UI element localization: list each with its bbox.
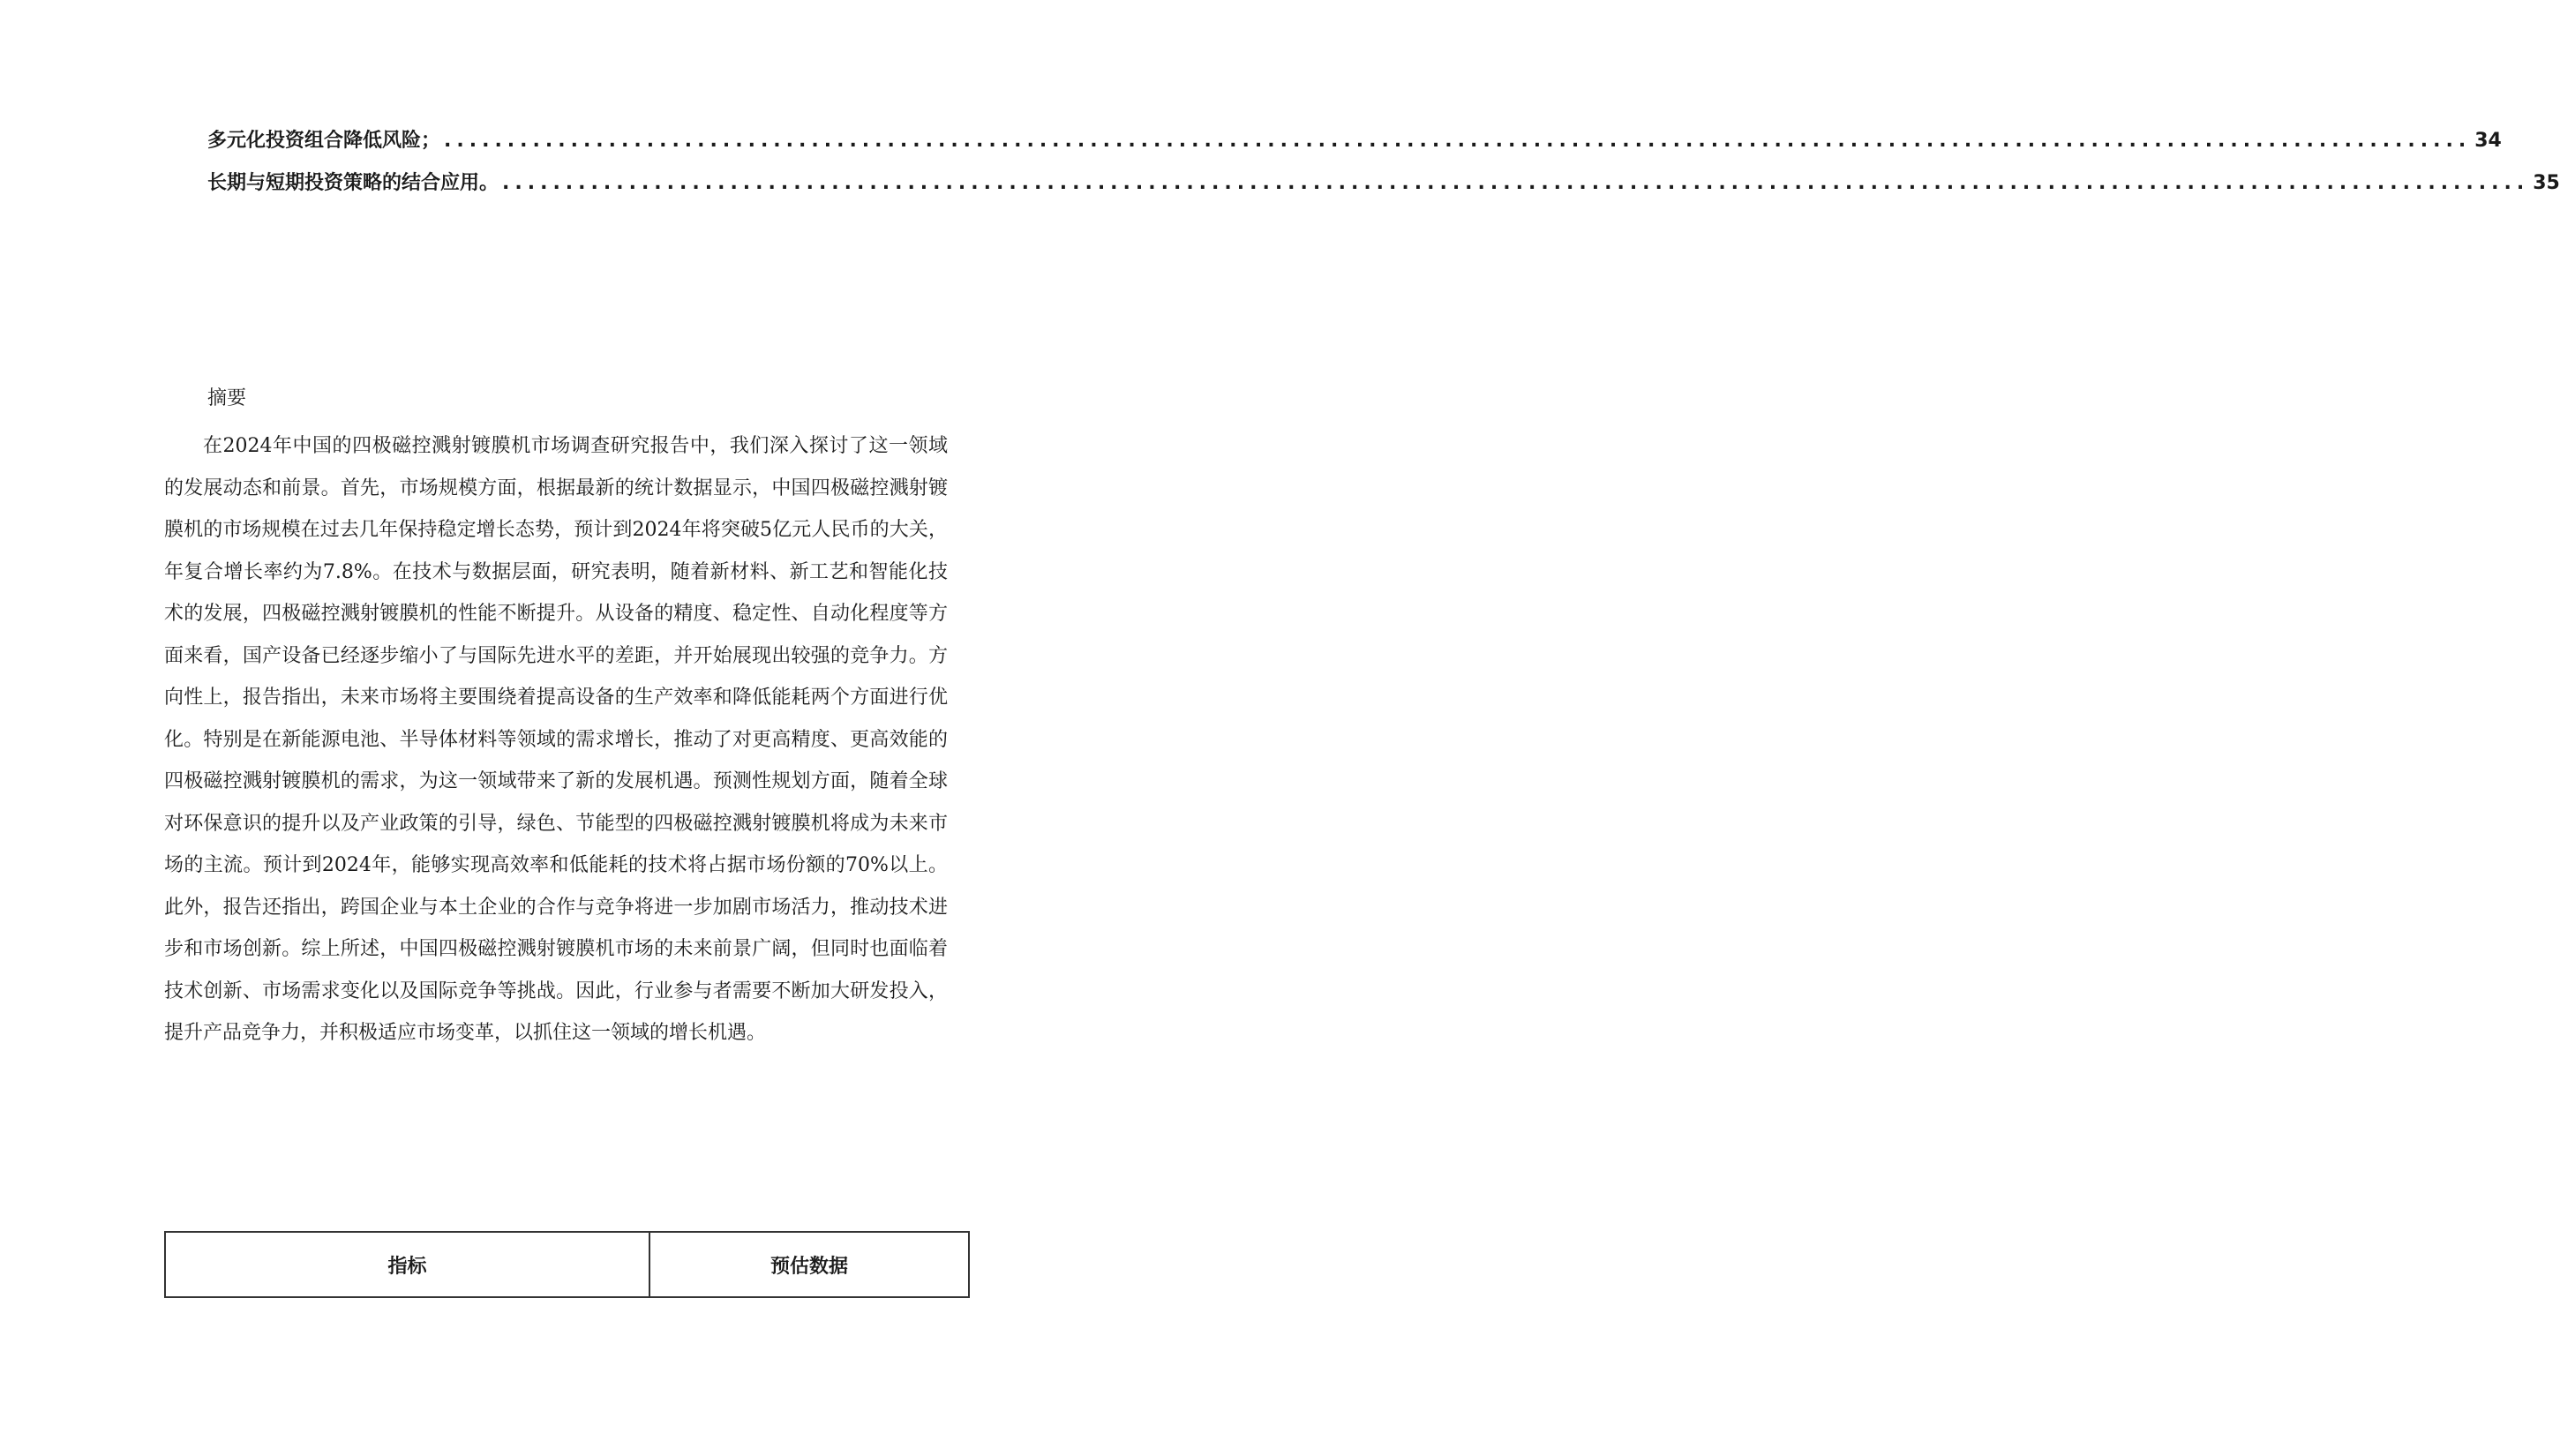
table-of-contents (207, 125, 2560, 210)
estimate-table (164, 1231, 970, 1298)
table-header-row (165, 1232, 969, 1297)
abstract-heading: 摘要 (207, 387, 247, 409)
column-header-indicator: 指标 (165, 1232, 649, 1297)
toc-entry-page: 35 (2533, 172, 2560, 194)
toc-entry[interactable] (207, 168, 2560, 210)
toc-leader-dots: ................................................................................................................................................................ (502, 172, 2530, 194)
toc-entry-title: 多元化投资组合降低风险； (207, 130, 441, 152)
toc-leader-dots: ................................................................................................................................................................ (444, 130, 2472, 152)
toc-entry-page: 34 (2474, 130, 2502, 152)
column-header-estimate: 预估数据 (649, 1232, 969, 1297)
toc-entry-title: 长期与短期投资策略的结合应用。 (207, 172, 499, 194)
toc-entry[interactable] (207, 125, 2502, 168)
abstract-paragraph: 在2024年中国的四极磁控溅射镀膜机市场调查研究报告中，我们深入探讨了这一领域的发展动态和前景。首先，市场规模方面，根据最新的统计数据显示，中国四极磁控溅射镀膜机的市场规模在过去几年保持稳定增长态势，预计到2024年将突破5亿元人民币的大关，年复合增长率约为7.8%。在技术与数据层面，研究表明，随着新材料、新工艺和智能化技术的发展，四极磁控溅射镀膜机的性能不断提升。从设备的精度、稳定性、自动化程度等方面来看，国产设备已经逐步缩小了与国际先进水平的差距，并开始展现出较强的竞争力。方向性上，报告指出，未来市场将主要围绕着提高设备的生产效率和降低能耗两个方面进行优化。特别是在新能源电池、半导体材料等领域的需求增长，推动了对更高精度、更高效能的四极磁控溅射镀膜机的需求，为这一领域带来了新的发展机遇。预测性规划方面，随着全球对环保意识的提升以及产业政策的引导，绿色、节能型的四极磁控溅射镀膜机将成为未来市场的主流。预计到2024年，能够实现高效率和低能耗的技术将占据市场份额的70%以上。此外，报告还指出，跨国企业与本土企业的合作与竞争将进一步加剧市场活力，推动技术进步和市场创新。综上所述，中国四极磁控溅射镀膜机市场的未来前景广阔，但同时也面临着技术创新、市场需求变化以及国际竞争等挑战。因此，行业参与者需要不断加大研发投入，提升产品竞争力，并积极适应市场变革，以抓住这一领域的增长机遇。 (164, 435, 948, 1044)
